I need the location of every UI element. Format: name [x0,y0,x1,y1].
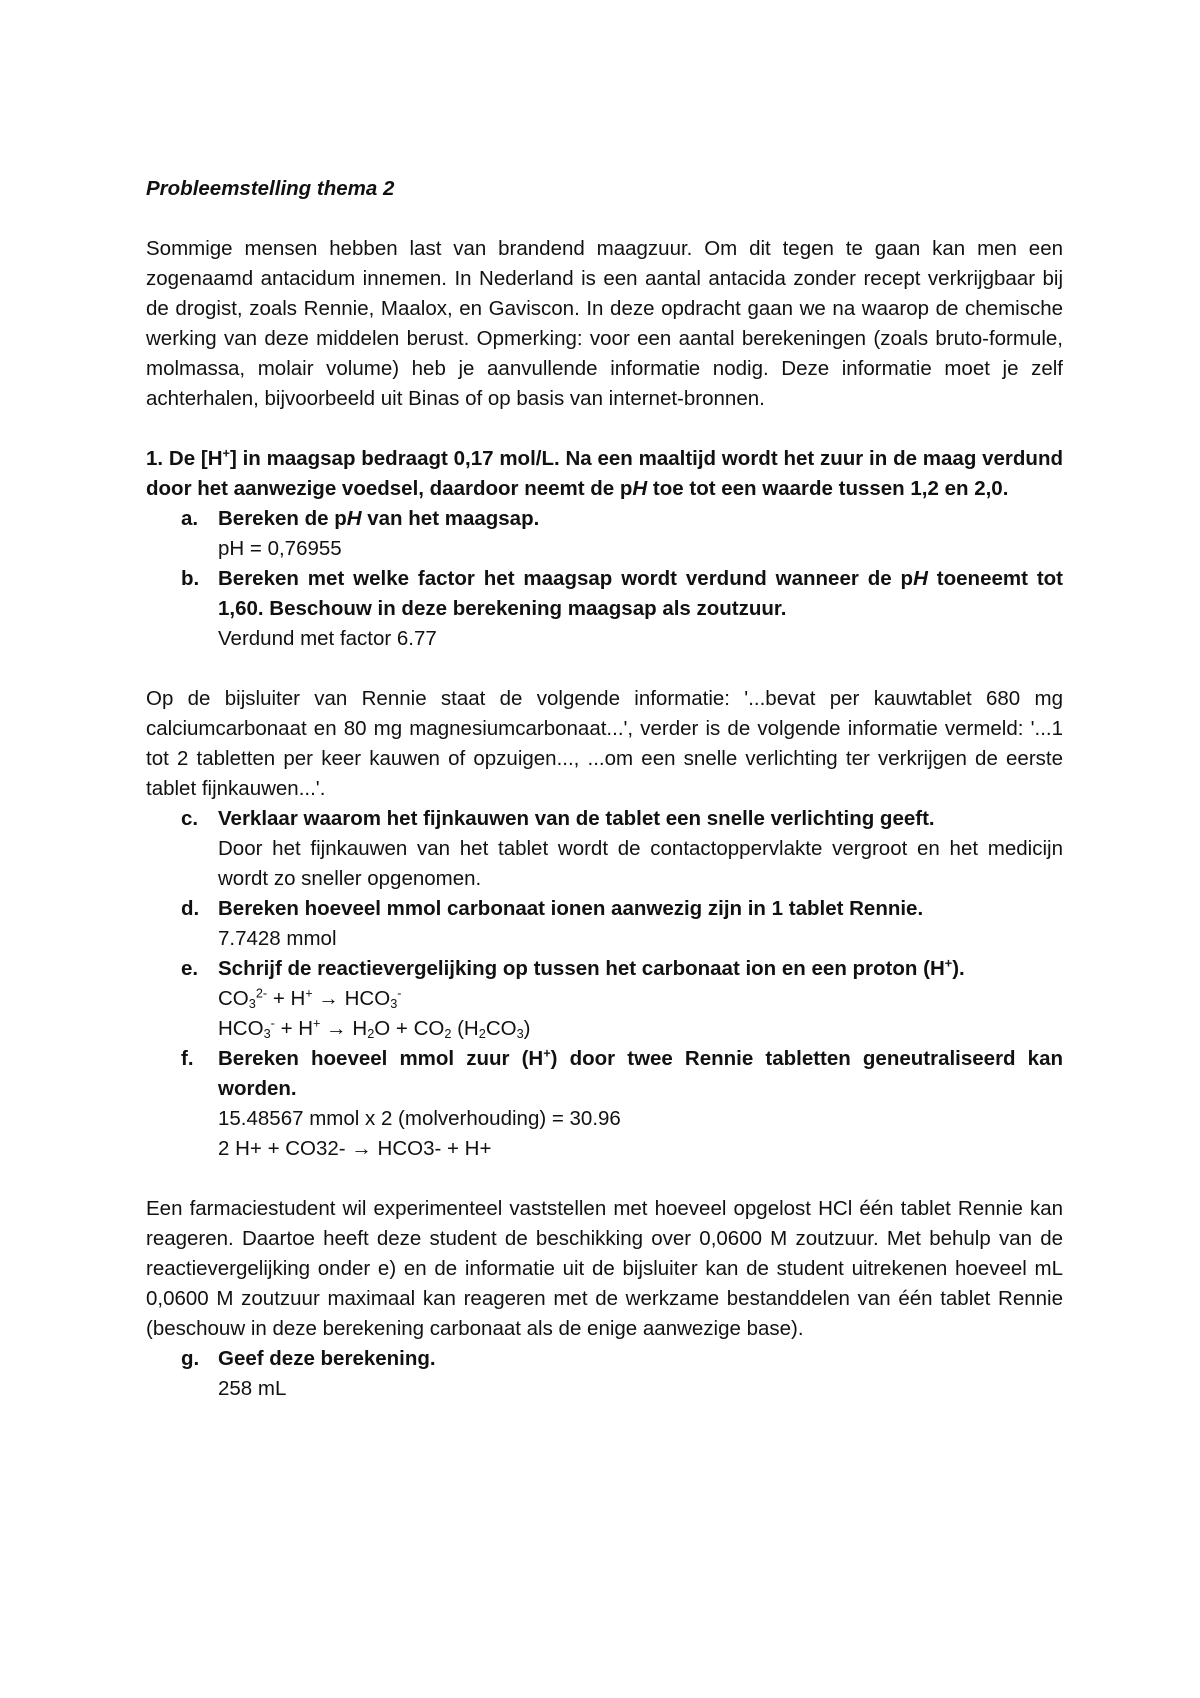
question-g [146,1344,1063,1404]
reaction-equation-1: $CO_3^{2-} + H^+ \to HCO_3^-$ [218,985,402,1012]
question-f [146,1044,1063,1164]
question-letter: f. [181,1047,194,1070]
student-paragraph: Een farmaciestudent wil experimenteel vaststellen met hoeveel opgelost HCl één tablet Rennie kan reageren. Daartoe heeft deze student de beschikking over 0,0600 M zoutzuur. Met behulp van de reactievergelijking onder e) en de informatie uit de bijsluiter kan de student uitrekenen hoeveel mL 0,0600 M zoutzuur maximaal kan reageren met de werkzame bestanddelen van één tablet Rennie (beschouw in deze berekening carbonaat als de enige aanwezige base). [146,1197,1063,1340]
question-text: Bereken met welke factor het maagsap wordt verdund wanneer de pH toeneemt tot 1,60. Beschouw in deze berekening maagsap als zoutzuur. [218,567,1063,620]
question-letter: g. [181,1347,200,1370]
question-b [146,564,1063,654]
answer-text: Door het fijnkauwen van het tablet wordt de contactoppervlakte vergroot en het medicijn wordt zo sneller opgenomen. [218,837,1063,890]
question-text: Verklaar waarom het fijnkauwen van de tablet een snelle verlichting geeft. [218,807,935,830]
arrow-right-icon: → [312,987,345,1010]
answer-equation: 2 H+ + CO32- → HCO3- + H+ [218,1137,492,1160]
reaction-equation-2: $HCO_3^- + H^+ \to H_2O + CO_2$ $(H_2CO_3)$ [218,1015,531,1042]
question-letter: e. [181,957,199,980]
question-a [146,504,1063,564]
question-text: Bereken de pH van het maagsap. [218,507,540,530]
answer-text: 7.7428 mmol [218,927,337,950]
answer-text: 15.48567 mmol x 2 (molverhouding) = 30.96 [218,1107,621,1130]
intro-paragraph: Sommige mensen hebben last van brandend maagzuur. Om dit tegen te gaan kan men een zogenaamd antacidum innemen. In Nederland is een aantal antacida zonder recept verkrijgbaar bij de drogist, zoals Rennie, Maalox, en Gaviscon. In deze opdracht gaan we na waarop de chemische werking van deze middelen berust. Opmerking: voor een aantal berekeningen (zoals bruto-formule, molmassa, molair volume) heb je aanvullende informatie nodig. Deze informatie moet je zelf achterhalen, bijvoorbeeld uit Binas of op basis van internet-bronnen. [146,237,1063,410]
question-text: Bereken hoeveel mmol carbonaat ionen aanwezig zijn in 1 tablet Rennie. [218,897,924,920]
answer-text: Verdund met factor 6.77 [218,627,437,650]
question-e [146,954,1063,1044]
arrow-right-icon: → [320,1017,353,1040]
question-text: Schrijf de reactievergelijking op tussen het carbonaat ion en een proton (H+). [218,955,965,980]
answer-text: 258 mL [218,1377,287,1400]
question-letter: a. [181,507,199,530]
question-1: 1. De [H+] in maagsap bedraagt 0,17 mol/L. Na een maaltijd wordt het zuur in de maag verdund door het aanwezige voedsel, daardoor neemt de pH toe tot een waarde tussen 1,2 en 2,0. [146,445,1064,500]
rennie-info-paragraph: Op de bijsluiter van Rennie staat de volgende informatie: '...bevat per kauwtablet 680 mg calciumcarbonaat en 80 mg magnesiumcarbonaat...', verder is de volgende informatie vermeld: '...1 tot 2 tabletten per keer kauwen of opzuigen..., ...om een snelle verlichting ter verkrijgen de eerste tablet fijnkauwen...'. [146,687,1063,800]
question-d [146,894,1063,954]
question-text: Geef deze berekening. [218,1347,436,1370]
answer-text: pH = 0,76955 [218,537,342,560]
question-letter: b. [181,567,200,590]
arrow-right-icon: → [345,1137,378,1160]
document-page [146,174,1063,1404]
question-c [146,804,1063,894]
question-text: Bereken hoeveel mmol zuur (H+) door twee Rennie tabletten geneutraliseerd kan worden. [218,1045,1063,1100]
question-letter: d. [181,897,200,920]
question-letter: c. [181,807,199,830]
document-title: Probleemstelling thema 2 [146,177,395,200]
